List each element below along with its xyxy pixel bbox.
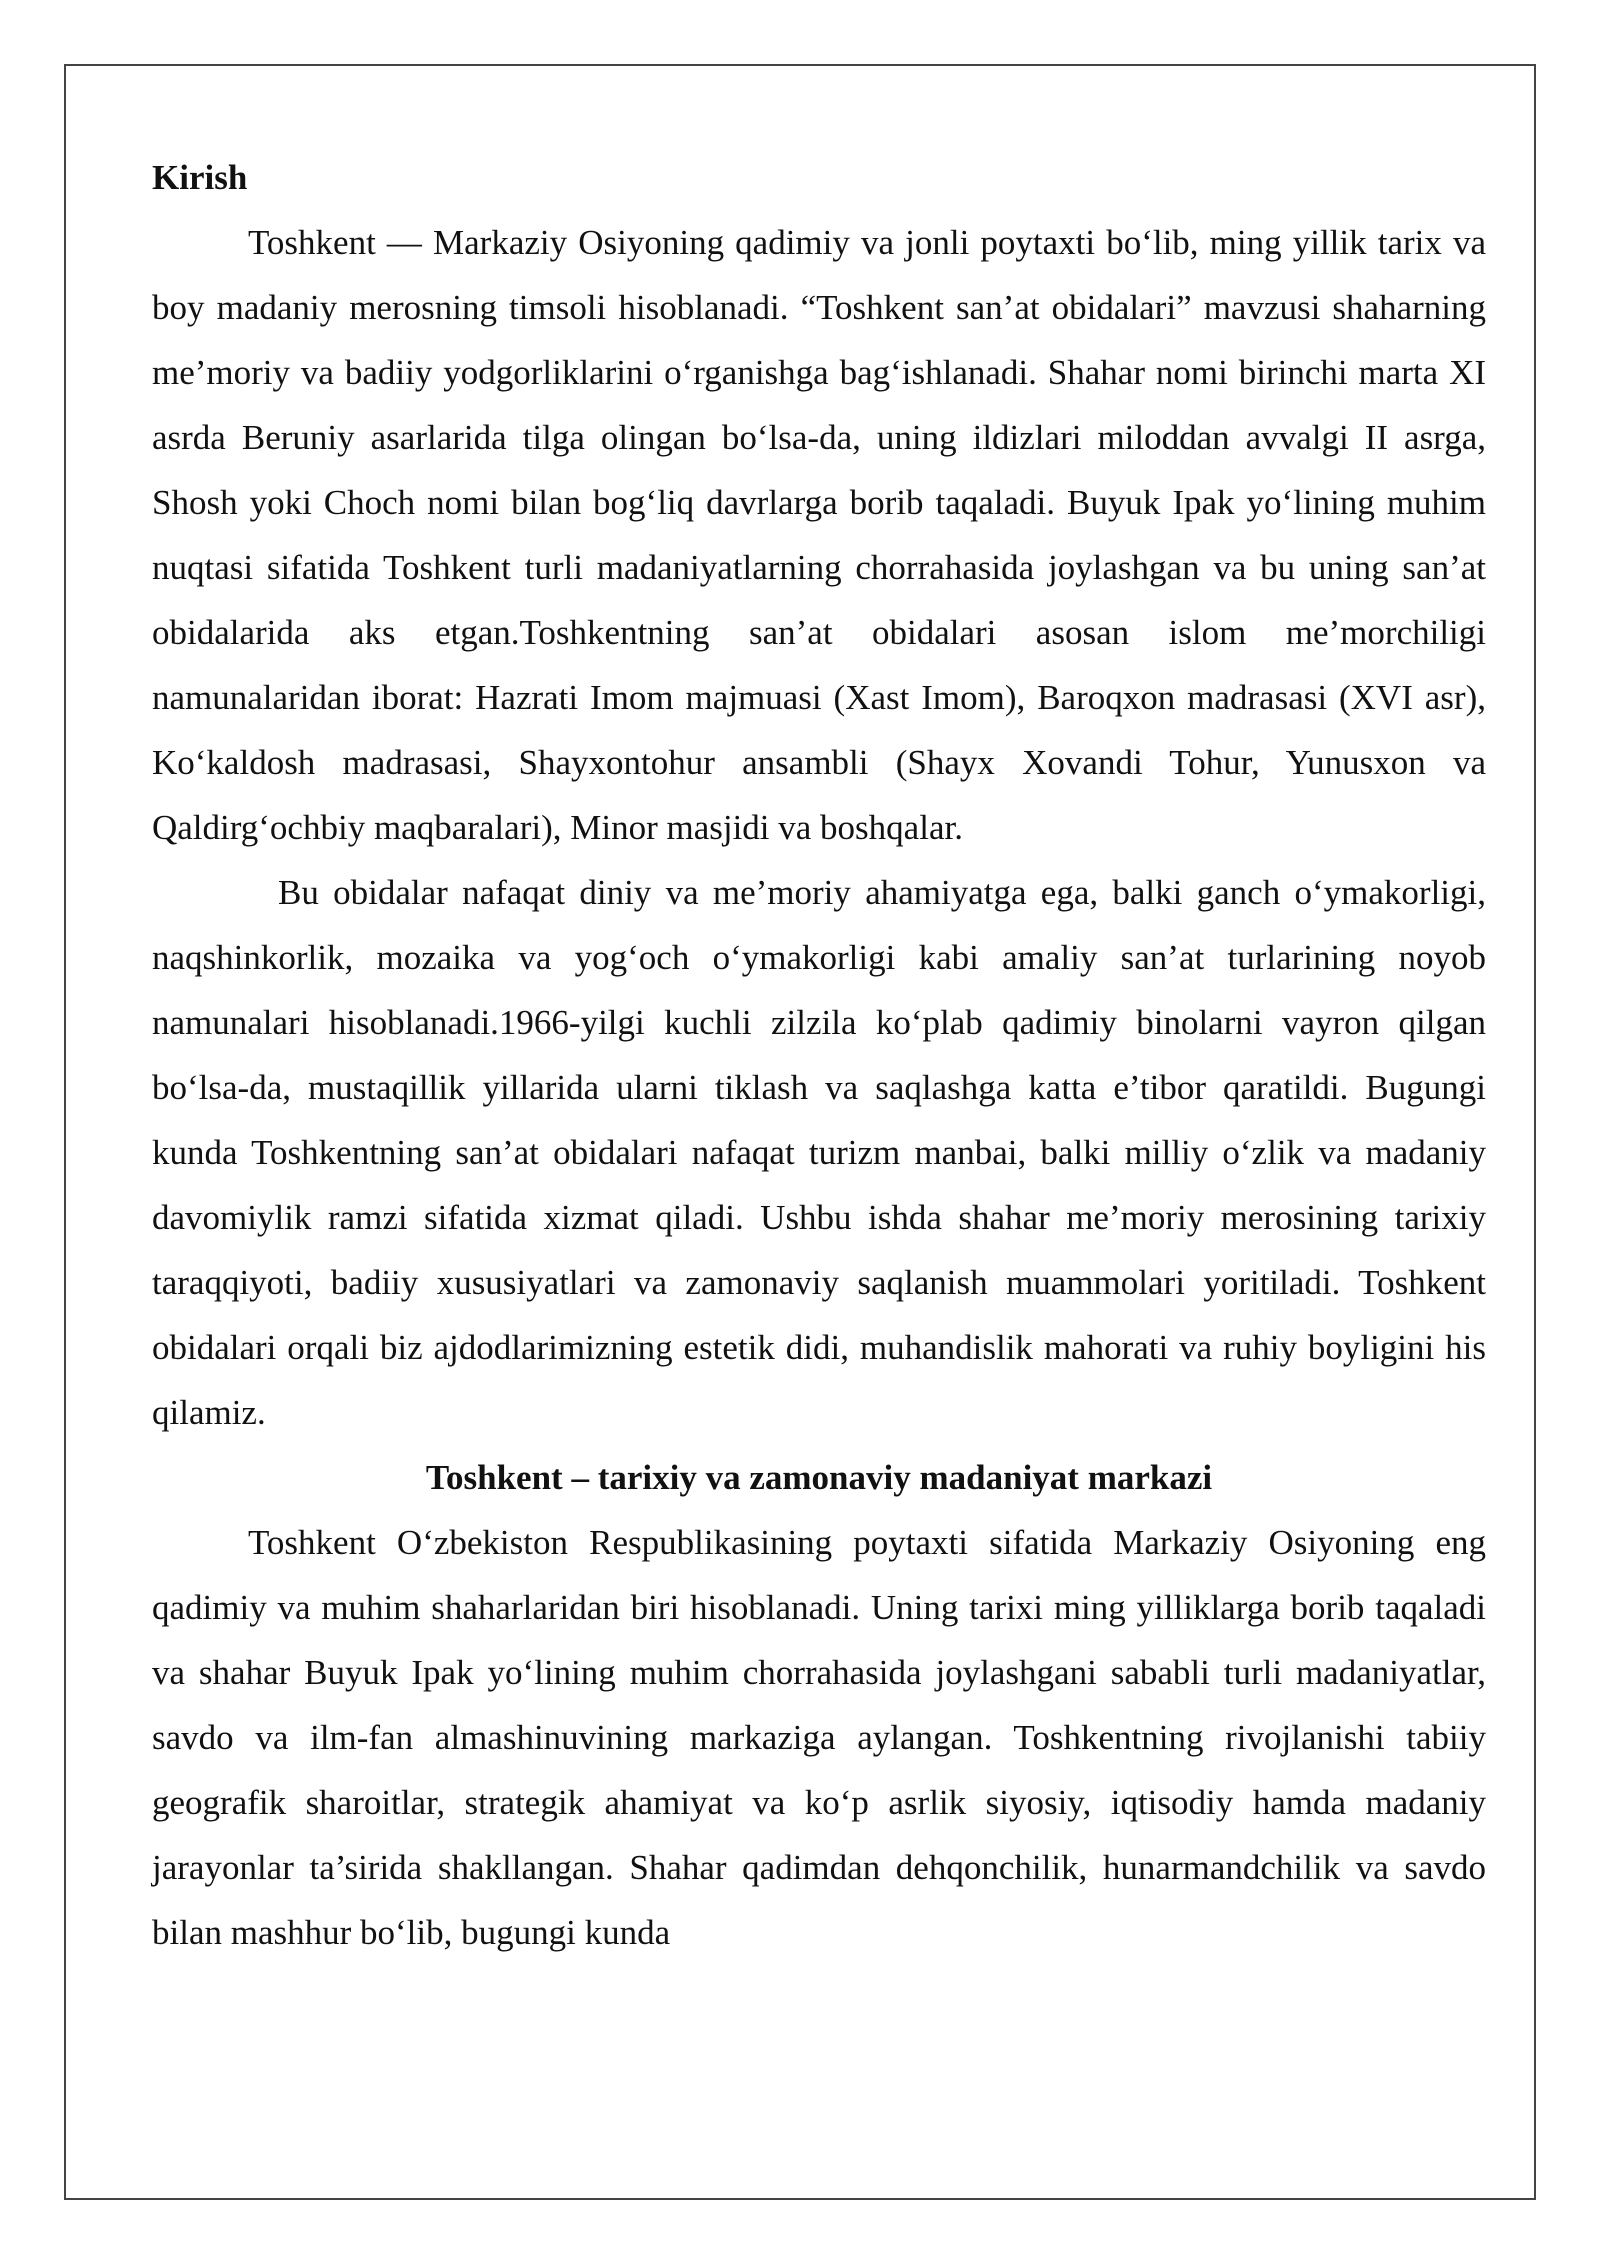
section-paragraph-1: Toshkent O‘zbekiston Respublikasining poytaxti sifatida Markaziy Osiyoning eng qadimiy va muhim shaharlaridan biri hisoblanadi. Uning tarixi ming yilliklarga borib taqaladi va shahar Buyuk Ipak yo‘lining muhim chorrahasida joylashgani sababli turli madaniyatlar, savdo va ilm-fan almashinuvining markaziga aylangan. Toshkentning rivojlanishi tabiiy geografik sharoitlar, strategik ahamiyat va ko‘p asrlik siyosiy, iqtisodiy hamda madaniy jarayonlar ta’sirida shakllangan. Shahar qadimdan dehqonchilik, hunarmandchilik va savdo bilan mashhur bo‘lib, bugungi kunda xyxy=(152,1523,1486,1952)
document-body xyxy=(152,145,1486,1965)
intro-heading: Kirish xyxy=(152,158,248,197)
intro-paragraph-1: Toshkent — Markaziy Osiyoning qadimiy va jonli poytaxti bo‘lib, ming yillik tarix va boy madaniy merosning timsoli hisoblanadi. “Toshkent san’at obidalari” mavzusi shaharning me’moriy va badiiy yodgorliklarini o‘rganishga bag‘ishlanadi. Shahar nomi birinchi marta XI asrda Beruniy asarlarida tilga olingan bo‘lsa-da, uning ildizlari miloddan avvalgi II asrga, Shosh yoki Choch nomi bilan bog‘liq davrlarga borib taqaladi. Buyuk Ipak yo‘lining muhim nuqtasi sifatida Toshkent turli madaniyatlarning chorrahasida joylashgan va bu uning san’at obidalarida aks etgan.Toshkentning san’at obidalari asosan islom me’morchiligi namunalaridan iborat: Hazrati Imom majmuasi (Xast Imom), Baroqxon madrasasi (XVI asr), Ko‘kaldosh madrasasi, Shayxontohur ansambli (Shayx Xovandi Tohur, Yunusxon va Qaldirg‘ochbiy maqbaralari), Minor masjidi va boshqalar. xyxy=(152,223,1486,847)
section-heading: Toshkent – tarixiy va zamonaviy madaniyat markazi xyxy=(425,1458,1213,1497)
intro-paragraph-2: Bu obidalar nafaqat diniy va me’moriy ahamiyatga ega, balki ganch o‘ymakorligi, naqshinkorlik, mozaika va yog‘och o‘ymakorligi kabi amaliy san’at turlarining noyob namunalari hisoblanadi.1966-yilgi kuchli zilzila ko‘plab qadimiy binolarni vayron qilgan bo‘lsa-da, mustaqillik yillarida ularni tiklash va saqlashga katta e’tibor qaratildi. Bugungi kunda Toshkentning san’at obidalari nafaqat turizm manbai, balki milliy o‘zlik va madaniy davomiylik ramzi sifatida xizmat qiladi. Ushbu ishda shahar me’moriy merosining tarixiy taraqqiyoti, badiiy xususiyatlari va zamonaviy saqlanish muammolari yoritiladi. Toshkent obidalari orqali biz ajdodlarimizning estetik didi, muhandislik mahorati va ruhiy boyligini his qilamiz. xyxy=(152,873,1486,1432)
